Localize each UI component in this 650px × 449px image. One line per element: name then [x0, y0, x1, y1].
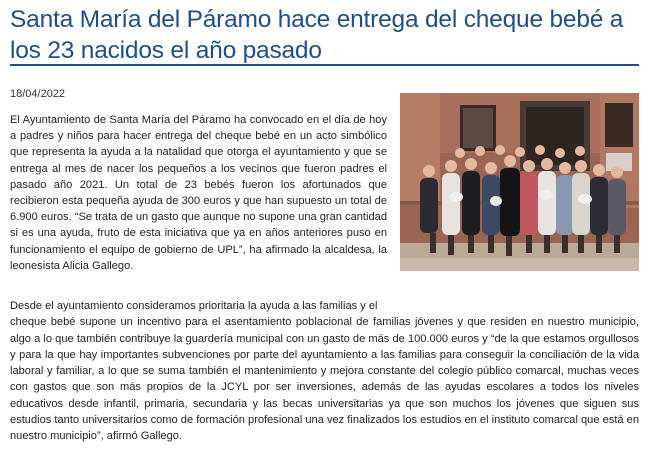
article-title: Santa María del Páramo hace entrega del cheque bebé a los 23 nacidos el año pasado — [10, 6, 624, 64]
body-paragraph-rest: cheque bebé supone un incentivo para el asentamiento poblacional de familias jóvenes y que residen en nuestro municipio, algo a lo que también contribuye la guardería municipal con un gasto de más de 100.000 euros y “de la que estamos orgullosos y para la que hay importantes subvenciones por parte del ayuntamiento a las familias para conseguir la conciliación de la vida laboral y familiar, a lo que se suma también el mantenimiento y mejora constante del colegio público comarcal, muchas veces con gastos que son más propios de la JCYL por ser inversiones, además de las ayudas escolares a todos los niveles educativos desde infantil, primaria, secundaria y las becas universitarias ya que son muchos los jóvenes que siguen sus estudios tanto universitarios como de formación profesional una vez finalizados los estudios en el instituto comarcal que está en nuestro municipio”, afirmó Gallego. — [10, 316, 639, 443]
body-paragraph-lead: Desde el ayuntamiento consideramos prioritaria la ayuda a las familias y el — [10, 300, 378, 312]
publish-date: 18/04/2022 — [10, 88, 66, 100]
group-photo — [400, 93, 639, 271]
title-underline — [10, 64, 639, 66]
intro-paragraph: El Ayuntamiento de Santa María del Páramo ha convocado en el día de hoy a padres y niños para hacer entrega del cheque bebé en un acto simbólico que representa la ayuda a la natalidad que otorga el ayuntamiento y que se entrega al mes de nacer los pequeños a los vecinos que fueron padres el pasado año 2021. Un total de 23 bebés fueron los afortunados que recibieron esta pequeña ayuda de 300 euros y que han supuesto un total de 6.900 euros. “Se trata de un gasto que aunque no supone una gran cantidad si es una ayuda, fruto de esta iniciativa que ya en años anteriores puso en funcionamiento el equipo de gobierno de UPL”, ha afirmado la alcaldesa, la leonesista Alicia Gallego. — [10, 114, 387, 272]
body-paragraph — [10, 298, 639, 445]
